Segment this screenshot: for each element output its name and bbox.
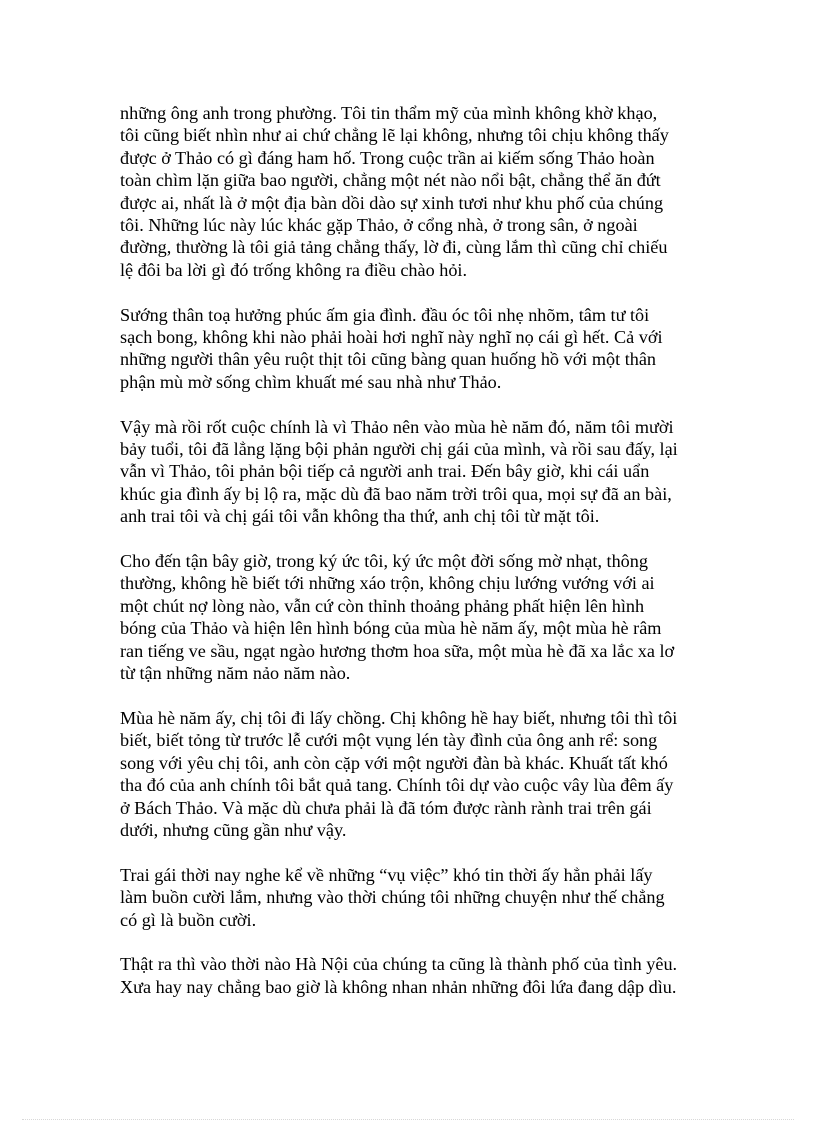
paragraph-6: Trai gái thời nay nghe kể về những “vụ việc” khó tin thời ấy hẳn phải lấy làm buồn cười lắm, nhưng vào thời chúng tôi những chuyện như thế chẳng có gì là buồn cười. (120, 864, 665, 930)
page-bottom-dotted-rule (22, 1119, 794, 1120)
paragraph-5: Mùa hè năm ấy, chị tôi đi lấy chồng. Chị không hề hay biết, nhưng tôi thì tôi biết, biết tỏng từ trước lễ cưới một vụng lén tày đình của ông anh rể: song song với yêu chị tôi, anh còn cặp với một người đàn bà khác. Khuất tất khó tha đó của anh chính tôi bắt quả tang. Chính tôi dự vào cuộc vây lùa đêm ấy ở Bách Thảo. Và mặc dù chưa phải là đã tóm được rành rành trai trên gái dưới, nhưng cũng gần như vậy. (120, 707, 678, 840)
document-body (120, 102, 698, 1021)
paragraph-7: Thật ra thì vào thời nào Hà Nội của chúng ta cũng là thành phố của tình yêu. Xưa hay nay chẳng bao giờ là không nhan nhản những đôi lứa đang dập dìu. (120, 954, 678, 997)
paragraph-2: Sướng thân toạ hưởng phúc ấm gia đình. đầu óc tôi nhẹ nhõm, tâm tư tôi sạch bong, không khi nào phải hoài hơi nghĩ này nghĩ nọ cái gì hết. Cả với những người thân yêu ruột thịt tôi cũng bàng quan huống hồ với một thân phận mù mờ sống chìm khuất mé sau nhà như Thảo. (120, 304, 663, 392)
paragraph-3: Vậy mà rồi rốt cuộc chính là vì Thảo nên vào mùa hè năm đó, năm tôi mười bảy tuổi, tôi đã lẳng lặng bội phản người chị gái của mình, và rồi sau đấy, lại vẫn vì Thảo, tôi phản bội tiếp cả người anh trai. Đến bây giờ, khi cái uẩn khúc gia đình ấy bị lộ ra, mặc dù đã bao năm trời trôi qua, mọi sự đã an bài, anh trai tôi và chị gái tôi vẫn không tha thứ, anh chị tôi từ mặt tôi. (120, 416, 678, 527)
paragraph-4: Cho đến tận bây giờ, trong ký ức tôi, ký ức một đời sống mờ nhạt, thông thường, không hề biết tới những xáo trộn, không chịu lướng vướng với ai một chút nợ lòng nào, vẫn cứ còn thỉnh thoảng phảng phất hiện lên hình bóng của Thảo và hiện lên hình bóng của mùa hè năm ấy, một mùa hè râm ran tiếng ve sầu, ngạt ngào hương thơm hoa sữa, một mùa hè đã xa lắc xa lơ từ tận những năm nảo năm nào. (120, 551, 675, 684)
paragraph-1: những ông anh trong phường. Tôi tin thẩm mỹ của mình không khờ khạo, tôi cũng biết nhìn như ai chứ chẳng lẽ lại không, nhưng tôi chịu không thấy được ở Thảo có gì đáng ham hố. Trong cuộc trần ai kiếm sống Thảo hoàn toàn chìm lặn giữa bao người, chẳng một nét nào nổi bật, chẳng thể ăn đứt được ai, nhất là ở một địa bàn dồi dào sự xinh tươi như khu phố của chúng tôi. Những lúc này lúc khác gặp Thảo, ở cổng nhà, ở trong sân, ở ngoài đường, thường là tôi giả tảng chẳng thấy, lờ đi, cùng lắm thì cũng chỉ chiếu lệ đôi ba lời gì đó trống không ra điều chào hỏi. (120, 103, 669, 280)
